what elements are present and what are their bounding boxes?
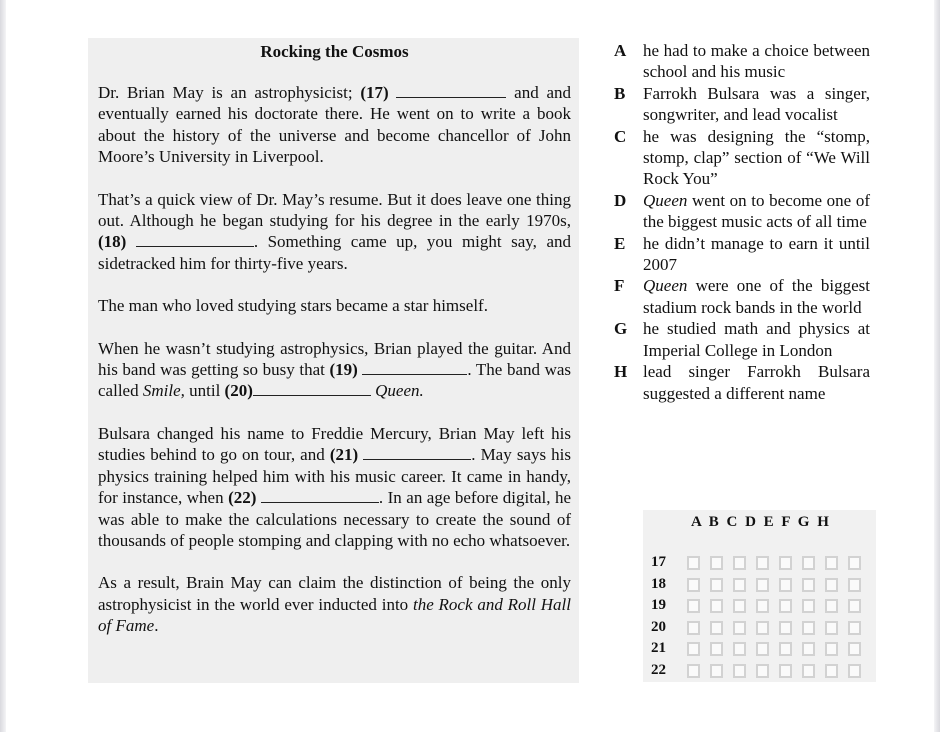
answer-checkbox-22-f[interactable] bbox=[802, 664, 815, 678]
answer-checkbox-17-a[interactable] bbox=[687, 556, 700, 570]
answer-checkbox-18-c[interactable] bbox=[733, 578, 746, 592]
answer-checkbox-22-e[interactable] bbox=[779, 664, 792, 678]
paragraph-text: When he wasn’t studying astrophysics, Brian played the guitar. And his band was getting so busy that bbox=[98, 338, 571, 380]
gap-number-20: (20) bbox=[224, 381, 253, 401]
band-name-smile: Smile, bbox=[142, 381, 185, 401]
answer-grid-row-19 bbox=[643, 597, 876, 618]
hall-of-fame-name: the Rock and Roll Hall of Fame bbox=[98, 594, 571, 636]
gap-number-17: (17) bbox=[360, 83, 389, 102]
paragraph-text: and eventually earned his doctorate there. He went on to write a book about the history of the universe and become chancellor of John Moore’s University in Liverpool. bbox=[98, 83, 572, 167]
paragraph-5 bbox=[98, 423, 571, 551]
answer-grid bbox=[643, 510, 876, 682]
option-letter: B bbox=[614, 83, 626, 103]
gap-blank-17[interactable] bbox=[396, 83, 506, 98]
band-name-queen: Queen bbox=[643, 276, 688, 296]
paragraph-1: Dr. Brian May is an astrophysicist; (17) and and eventually earned his doctorate there. He went on to write a book about the history of the universe and become chancellor of John Moore’s University in Liverpool. bbox=[98, 83, 572, 167]
band-name-queen: Queen bbox=[643, 190, 688, 210]
answer-checkbox-20-a[interactable] bbox=[687, 621, 700, 635]
gap-number-18: (18) bbox=[98, 232, 127, 252]
answer-grid-header: A B C D E F G H bbox=[691, 514, 831, 530]
option-b bbox=[614, 83, 870, 126]
answer-grid-row-18 bbox=[643, 576, 876, 597]
option-letter: D bbox=[614, 190, 627, 210]
option-e bbox=[614, 233, 870, 276]
answer-grid-row-21 bbox=[643, 640, 876, 661]
paragraph-2 bbox=[98, 189, 571, 275]
answer-checkbox-17-g[interactable] bbox=[825, 556, 838, 570]
answer-checkbox-17-f[interactable] bbox=[802, 556, 815, 570]
answer-checkbox-20-h[interactable] bbox=[848, 621, 861, 635]
answer-checkbox-20-b[interactable] bbox=[710, 621, 723, 635]
answer-checkbox-19-g[interactable] bbox=[825, 599, 838, 613]
answer-grid-row-17 bbox=[643, 554, 876, 575]
paragraph-3: The man who loved studying stars became a star himself. bbox=[98, 296, 488, 316]
gap-blank-22[interactable] bbox=[261, 488, 379, 503]
answer-checkbox-18-d[interactable] bbox=[756, 578, 769, 592]
paragraph-text: As a result, Brain May can claim the distinction of being the only astrophysicist in the world ever inducted into bbox=[98, 573, 571, 614]
answer-grid-row-number: 17 bbox=[651, 554, 666, 570]
answer-checkbox-19-a[interactable] bbox=[687, 599, 700, 613]
answer-checkbox-18-h[interactable] bbox=[848, 578, 861, 592]
answer-checkbox-17-b[interactable] bbox=[710, 556, 723, 570]
answer-options bbox=[614, 40, 870, 404]
gap-blank-20[interactable] bbox=[253, 381, 371, 396]
paragraph-text: . The band was called bbox=[98, 360, 572, 401]
answer-checkbox-22-c[interactable] bbox=[733, 664, 746, 678]
paragraph-text: . May says his physics training helped him with his music career. It came in handy, for instance, when bbox=[98, 445, 572, 508]
answer-checkbox-19-h[interactable] bbox=[848, 599, 861, 613]
answer-checkbox-19-e[interactable] bbox=[779, 599, 792, 613]
gap-number-21: (21) bbox=[329, 445, 359, 465]
paragraph-6 bbox=[98, 572, 571, 636]
paragraph-text: . bbox=[154, 616, 159, 636]
answer-checkbox-21-d[interactable] bbox=[756, 642, 769, 656]
option-h bbox=[614, 361, 870, 404]
answer-checkbox-17-d[interactable] bbox=[756, 556, 769, 570]
option-text-container bbox=[643, 190, 870, 233]
gap-blank-18[interactable] bbox=[136, 232, 254, 247]
passage-title: Rocking the Cosmos bbox=[260, 42, 409, 61]
band-name-queen: Queen. bbox=[375, 381, 424, 401]
paragraph-text: Bulsara changed his name to Freddie Mercury, Brian May left his studies behind to go on tour, and bbox=[98, 423, 571, 465]
option-text: lead singer Farrokh Bulsara suggested a different name bbox=[643, 362, 870, 403]
answer-checkbox-22-g[interactable] bbox=[825, 664, 838, 678]
answer-grid-row-number: 22 bbox=[651, 661, 666, 678]
answer-checkbox-20-d[interactable] bbox=[756, 621, 769, 635]
answer-checkbox-22-a[interactable] bbox=[687, 664, 700, 678]
option-text-container bbox=[643, 275, 870, 318]
paragraph-text: That’s a quick view of Dr. May’s resume. But it does leave one thing out. Although he began studying for his degree in the early 1970s, bbox=[98, 189, 571, 231]
answer-checkbox-19-d[interactable] bbox=[756, 599, 769, 613]
answer-grid-row-number: 19 bbox=[651, 597, 666, 613]
paragraph-text: . Something came up, you might say, and sidetracked him for thirty-five years. bbox=[98, 232, 571, 273]
option-d bbox=[614, 190, 870, 233]
answer-grid-row-number: 18 bbox=[651, 575, 666, 592]
answer-checkbox-18-g[interactable] bbox=[825, 578, 838, 592]
answer-checkbox-20-e[interactable] bbox=[779, 621, 792, 635]
option-letter: F bbox=[614, 276, 625, 296]
answer-checkbox-21-b[interactable] bbox=[710, 642, 723, 656]
answer-grid-row-20 bbox=[643, 619, 876, 640]
gap-blank-21[interactable] bbox=[363, 445, 471, 460]
answer-checkbox-18-e[interactable] bbox=[779, 578, 792, 592]
answer-checkbox-20-f[interactable] bbox=[802, 621, 815, 635]
answer-checkbox-22-b[interactable] bbox=[710, 664, 723, 678]
paragraph-text: . In an age before digital, he was able to make the calculations necessary to create the sound of thousands of people stomping and clapping with no echo whatsoever. bbox=[98, 488, 572, 550]
answer-checkbox-21-g[interactable] bbox=[825, 642, 838, 656]
window-frame-right bbox=[934, 0, 940, 732]
paragraph-4 bbox=[98, 338, 571, 402]
answer-checkbox-17-h[interactable] bbox=[848, 556, 861, 570]
answer-checkbox-22-d[interactable] bbox=[756, 664, 769, 678]
option-g bbox=[614, 318, 870, 361]
option-text: he didn’t manage to earn it until 2007 bbox=[643, 233, 870, 275]
answer-checkbox-21-e[interactable] bbox=[779, 642, 792, 656]
option-letter: G bbox=[614, 319, 628, 339]
option-text: Farrokh Bulsara was a singer, songwriter, and lead vocalist bbox=[643, 83, 870, 125]
answer-checkbox-21-h[interactable] bbox=[848, 642, 861, 656]
gap-number-22: (22) bbox=[228, 488, 257, 508]
option-letter: C bbox=[614, 126, 627, 146]
paragraph-text: until bbox=[184, 381, 225, 401]
option-c bbox=[614, 126, 870, 190]
answer-checkbox-21-c[interactable] bbox=[733, 642, 746, 656]
option-letter: H bbox=[614, 362, 628, 382]
answer-checkbox-21-a[interactable] bbox=[687, 642, 700, 656]
answer-checkbox-19-b[interactable] bbox=[710, 599, 723, 613]
reading-passage bbox=[88, 38, 579, 683]
option-letter: E bbox=[614, 233, 626, 253]
option-text: he had to make a choice between school and his music bbox=[643, 41, 870, 82]
answer-checkbox-18-b[interactable] bbox=[710, 578, 723, 592]
answer-checkbox-20-g[interactable] bbox=[825, 621, 838, 635]
gap-blank-19[interactable] bbox=[362, 360, 467, 375]
option-f bbox=[614, 275, 870, 318]
answer-checkbox-22-h[interactable] bbox=[848, 664, 861, 678]
answer-checkbox-19-c[interactable] bbox=[733, 599, 746, 613]
window-frame-left bbox=[0, 0, 6, 732]
answer-checkbox-18-a[interactable] bbox=[687, 578, 700, 592]
option-text: were one of the biggest stadium rock bands in the world bbox=[643, 276, 870, 317]
option-a bbox=[614, 40, 870, 83]
answer-checkbox-17-c[interactable] bbox=[733, 556, 746, 570]
gap-number-19: (19) bbox=[329, 360, 358, 380]
answer-grid-row-number: 21 bbox=[651, 640, 666, 656]
answer-checkbox-20-c[interactable] bbox=[733, 621, 746, 635]
option-text: he was designing the “stomp, stomp, clap” section of “We Will Rock You” bbox=[643, 126, 870, 189]
answer-grid-row-22 bbox=[643, 662, 876, 683]
answer-checkbox-21-f[interactable] bbox=[802, 642, 815, 656]
option-text: went on to become one of the biggest music acts of all time bbox=[643, 190, 870, 232]
answer-checkbox-19-f[interactable] bbox=[802, 599, 815, 613]
option-letter: A bbox=[614, 41, 627, 60]
answer-checkbox-18-f[interactable] bbox=[802, 578, 815, 592]
option-text: he studied math and physics at Imperial College in London bbox=[643, 319, 870, 360]
paragraph-text: Dr. Brian May is an astrophysicist; bbox=[98, 83, 361, 102]
answer-grid-row-number: 20 bbox=[651, 618, 666, 635]
answer-checkbox-17-e[interactable] bbox=[779, 556, 792, 570]
